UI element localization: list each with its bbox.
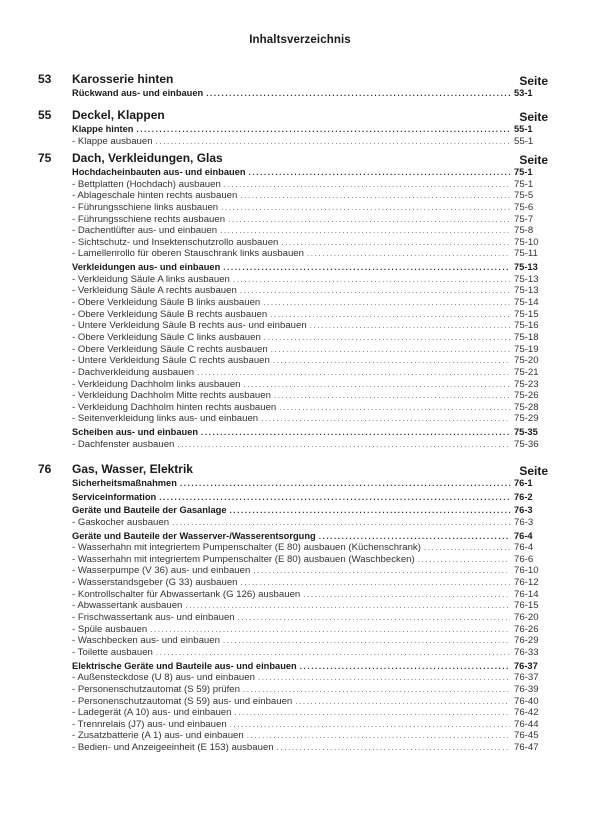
entry-label: - Ablageschale hinten rechts ausbauen: [72, 190, 238, 202]
toc-item-entry[interactable]: [72, 190, 548, 202]
toc-item-entry[interactable]: [72, 179, 548, 191]
dot-leader: [310, 320, 510, 332]
toc-item-entry[interactable]: [72, 274, 548, 286]
toc-heading-entry[interactable]: [72, 88, 548, 100]
entry-label: Geräte und Bauteile der Gasanlage: [72, 505, 227, 516]
toc-section-53: [0, 72, 600, 100]
dot-leader: [274, 390, 510, 402]
entry-page-number: 75-1: [514, 178, 534, 190]
toc-item-entry[interactable]: [72, 332, 548, 344]
entry-page-number: 76-20: [514, 612, 539, 624]
entry-page-number: 76-45: [514, 730, 539, 742]
toc-item-entry[interactable]: [72, 600, 548, 612]
toc-heading-entry[interactable]: [72, 167, 548, 179]
dot-leader: [229, 505, 510, 517]
dot-leader: [150, 624, 510, 636]
toc-heading-entry[interactable]: [72, 492, 548, 504]
dot-leader: [258, 672, 510, 684]
dot-leader: [307, 248, 510, 260]
entry-label: - Bettplatten (Hochdach) ausbauen: [72, 178, 221, 190]
entry-label: - Waschbecken aus- und einbauen: [72, 635, 220, 647]
dot-leader: [201, 427, 510, 439]
entry-label: Sicherheitsmaßnahmen: [72, 478, 177, 488]
toc-heading-entry[interactable]: [72, 661, 548, 673]
entry-page-number: 76-14: [514, 588, 539, 600]
entry-page-number: 76-12: [514, 577, 539, 589]
dot-leader: [156, 136, 510, 148]
toc-section-76: [0, 462, 600, 754]
entry-page-number: 75-19: [514, 343, 539, 355]
dot-leader: [220, 225, 510, 237]
entry-label: - Kontrollschalter für Abwassertank (G 126) ausbauen: [72, 588, 301, 600]
entry-label: - Wasserpumpe (V 36) aus- und einbauen: [72, 565, 251, 577]
dot-leader: [223, 635, 510, 647]
dot-leader: [244, 379, 510, 391]
toc-item-entry[interactable]: [72, 237, 548, 249]
dot-leader: [271, 344, 510, 356]
entry-page-number: 75-18: [514, 331, 539, 343]
entry-label: Serviceinformation: [72, 491, 157, 502]
entry-label: - Frischwassertank aus- und einbauen: [72, 612, 235, 624]
toc-item-entry[interactable]: [72, 297, 548, 309]
entry-label: - Personenschutzautomat (S 59) aus- und einbauen: [72, 695, 293, 707]
entry-label: - Verkleidung Säule A rechts ausbauen: [72, 285, 237, 297]
page-column-label: Seite: [519, 464, 548, 478]
entry-label: - Seitenverkleidung links aus- und einbauen: [72, 413, 259, 425]
entry-page-number: 76-39: [514, 683, 539, 695]
dot-leader: [238, 612, 510, 624]
entry-page-number: 75-1: [514, 167, 533, 177]
entry-label: Verkleidungen aus- und einbauen: [72, 262, 221, 273]
section-title: Deckel, Klappen: [72, 108, 165, 122]
section-header: [0, 72, 600, 88]
entry-page-number: 76-1: [514, 478, 533, 488]
entry-label: - Zusatzbatterie (A 1) aus- und einbauen: [72, 730, 244, 742]
toc-item-entry[interactable]: [72, 367, 548, 379]
toc-section-55: [0, 108, 600, 147]
entry-label: - Obere Verkleidung Säule C rechts ausbauen: [72, 343, 268, 355]
section-title: Gas, Wasser, Elektrik: [72, 462, 193, 476]
entry-page-number: 75-13: [514, 273, 539, 285]
page-title: Inhaltsverzeichnis: [249, 34, 351, 46]
entry-label: Elektrische Geräte und Bauteile aus- und einbauen: [72, 660, 297, 671]
entry-label: Klappe hinten: [72, 124, 134, 134]
entry-page-number: 55-1: [514, 124, 533, 134]
entry-label: - Verkleidung Dachholm links ausbauen: [72, 378, 241, 390]
entry-page-number: 76-2: [514, 491, 533, 502]
toc-heading-entry[interactable]: [72, 262, 548, 274]
toc-heading-entry[interactable]: [72, 478, 548, 490]
toc-item-entry[interactable]: [72, 565, 548, 577]
dot-leader: [264, 332, 510, 344]
entry-page-number: 75-35: [514, 427, 538, 438]
entry-page-number: 75-16: [514, 320, 539, 332]
entry-page-number: 76-3: [514, 516, 534, 528]
entry-page-number: 75-29: [514, 413, 539, 425]
entry-label: - Außensteckdose (U 8) aus- und einbauen: [72, 672, 255, 684]
dot-leader: [279, 402, 510, 414]
toc-item-entry[interactable]: [72, 635, 548, 647]
entry-label: - Verkleidung Dachholm hinten rechts ausbauen: [72, 401, 277, 413]
entry-label: - Untere Verkleidung Säule B rechts aus- und einbauen: [72, 320, 307, 332]
dot-leader: [418, 554, 510, 566]
entry-page-number: 75-13: [514, 262, 538, 273]
toc-item-entry[interactable]: [72, 730, 548, 742]
entry-label: - Ladegerät (A 10) aus- und einbauen: [72, 707, 232, 719]
dot-leader: [319, 531, 510, 543]
dot-leader: [295, 696, 510, 708]
entry-label: - Wasserhahn mit integriertem Pumpenschalter (E 80) ausbauen (Waschbecken): [72, 553, 415, 565]
entry-page-number: 75-6: [514, 201, 534, 213]
dot-leader: [233, 274, 510, 286]
toc-item-entry[interactable]: [72, 612, 548, 624]
dot-leader: [223, 262, 510, 274]
toc-item-entry[interactable]: [72, 390, 548, 402]
toc-item-entry[interactable]: [72, 696, 548, 708]
toc-heading-entry[interactable]: [72, 427, 548, 439]
dot-leader: [247, 730, 510, 742]
entry-page-number: 75-20: [514, 355, 539, 367]
entry-label: - Obere Verkleidung Säule B links ausbauen: [72, 297, 261, 309]
toc-item-entry[interactable]: [72, 309, 548, 321]
entry-page-number: 76-26: [514, 623, 539, 635]
section-header: [0, 151, 600, 167]
entry-label: - Wasserstandsgeber (G 33) ausbauen: [72, 577, 238, 589]
dot-leader: [253, 565, 510, 577]
dot-leader: [303, 589, 510, 601]
page-column-label: Seite: [519, 153, 548, 167]
entry-page-number: 76-4: [514, 530, 533, 541]
dot-leader: [206, 88, 510, 100]
toc-item-entry[interactable]: [72, 439, 548, 451]
dot-leader: [172, 517, 510, 529]
section-number: 55: [38, 108, 52, 122]
entry-label: - Dachverkleidung ausbauen: [72, 366, 195, 378]
entry-page-number: 75-10: [514, 236, 539, 248]
entry-page-number: 75-7: [514, 213, 534, 225]
entry-page-number: 75-14: [514, 297, 539, 309]
entry-label: - Verkleidung Säule A links ausbauen: [72, 273, 230, 285]
toc-item-entry[interactable]: [72, 413, 548, 425]
section-number: 53: [38, 72, 52, 86]
toc-item-entry[interactable]: [72, 647, 548, 659]
entry-page-number: 76-47: [514, 742, 539, 754]
entry-label: - Verkleidung Dachholm Mitte rechts ausbauen: [72, 390, 271, 402]
entry-label: - Führungsschiene links ausbauen: [72, 201, 219, 213]
toc-heading-entry[interactable]: [72, 505, 548, 517]
dot-leader: [263, 297, 510, 309]
entry-page-number: 76-40: [514, 695, 539, 707]
dot-leader: [228, 214, 510, 226]
dot-leader: [177, 439, 510, 451]
dot-leader: [234, 707, 510, 719]
entry-page-number: 76-3: [514, 505, 533, 516]
toc-item-entry[interactable]: [72, 672, 548, 684]
toc-item-entry[interactable]: [72, 248, 548, 260]
section-number: 76: [38, 462, 52, 476]
entry-page-number: 76-44: [514, 718, 539, 730]
dot-leader: [197, 367, 510, 379]
entry-label: - Personenschutzautomat (S 59) prüfen: [72, 683, 240, 695]
dot-leader: [243, 684, 510, 696]
section-title: Dach, Verkleidungen, Glas: [72, 151, 223, 165]
entry-label: - Führungsschiene rechts ausbauen: [72, 213, 226, 225]
entry-label: - Klappe ausbauen: [72, 135, 153, 147]
dot-leader: [159, 492, 510, 504]
entry-page-number: 76-42: [514, 707, 539, 719]
dot-leader: [270, 309, 510, 321]
entry-label: Rückwand aus- und einbauen: [72, 88, 204, 98]
entry-label: - Bedien- und Anzeigeeinheit (E 153) ausbauen: [72, 742, 274, 754]
toc-item-entry[interactable]: [72, 577, 548, 589]
section-header: [0, 108, 600, 124]
entry-page-number: 75-11: [514, 248, 538, 260]
entry-page-number: 76-29: [514, 635, 539, 647]
toc-item-entry[interactable]: [72, 517, 548, 529]
toc-item-entry[interactable]: [72, 355, 548, 367]
entry-page-number: 76-37: [514, 672, 539, 684]
toc-item-entry[interactable]: [72, 589, 548, 601]
dot-leader: [156, 647, 510, 659]
dot-leader: [241, 577, 511, 589]
entry-page-number: 76-10: [514, 565, 539, 577]
entry-label: - Untere Verkleidung Säule C rechts ausbauen: [72, 355, 270, 367]
entry-page-number: 75-26: [514, 390, 539, 402]
dot-leader: [136, 124, 510, 136]
page-column-label: Seite: [519, 74, 548, 88]
entry-page-number: 75-28: [514, 401, 539, 413]
toc-item-entry[interactable]: [72, 542, 548, 554]
dot-leader: [277, 742, 510, 754]
dot-leader: [273, 355, 510, 367]
toc-item-entry[interactable]: [72, 379, 548, 391]
entry-page-number: 76-37: [514, 660, 538, 671]
toc-item-entry[interactable]: [72, 402, 548, 414]
entry-page-number: 76-4: [514, 542, 534, 554]
toc-item-entry[interactable]: [72, 285, 548, 297]
entry-page-number: 75-23: [514, 378, 539, 390]
toc-item-entry[interactable]: [72, 742, 548, 754]
section-number: 75: [38, 151, 52, 165]
section-title: Karosserie hinten: [72, 72, 174, 86]
entry-page-number: 76-33: [514, 646, 539, 658]
toc-item-entry[interactable]: [72, 136, 548, 148]
entry-page-number: 75-36: [514, 438, 539, 450]
dot-leader: [230, 719, 510, 731]
dot-leader: [224, 179, 510, 191]
toc-heading-entry[interactable]: [72, 124, 548, 136]
dot-leader: [180, 478, 510, 490]
dot-leader: [249, 167, 510, 179]
toc-item-entry[interactable]: [72, 202, 548, 214]
entry-page-number: 75-8: [514, 225, 534, 237]
entry-page-number: 75-13: [514, 285, 539, 297]
entry-page-number: 55-1: [514, 135, 534, 147]
dot-leader: [240, 285, 510, 297]
entry-page-number: 76-15: [514, 600, 539, 612]
page-column-label: Seite: [519, 110, 548, 124]
entry-page-number: 75-5: [514, 190, 534, 202]
entry-label: - Gaskocher ausbauen: [72, 516, 170, 528]
entry-label: - Dachentlüfter aus- und einbauen: [72, 225, 218, 237]
entry-label: Hochdacheinbauten aus- und einbauen: [72, 167, 246, 177]
toc-item-entry[interactable]: [72, 214, 548, 226]
dot-leader: [424, 542, 510, 554]
dot-leader: [261, 413, 510, 425]
toc-item-entry[interactable]: [72, 719, 548, 731]
entry-label: - Toilette ausbauen: [72, 646, 153, 658]
entry-label: - Spüle ausbauen: [72, 623, 148, 635]
dot-leader: [300, 661, 510, 673]
toc-item-entry[interactable]: [72, 320, 548, 332]
dot-leader: [221, 202, 510, 214]
dot-leader: [281, 237, 510, 249]
toc-item-entry[interactable]: [72, 707, 548, 719]
entry-page-number: 75-15: [514, 308, 539, 320]
entry-label: - Obere Verkleidung Säule B rechts ausbauen: [72, 308, 268, 320]
dot-leader: [185, 600, 510, 612]
entry-page-number: 53-1: [514, 88, 533, 98]
toc-item-entry[interactable]: [72, 624, 548, 636]
toc-heading-entry[interactable]: [72, 531, 548, 543]
entry-page-number: 76-6: [514, 553, 534, 565]
entry-page-number: 75-21: [514, 366, 539, 378]
toc-section-75: [0, 151, 600, 450]
toc-item-entry[interactable]: [72, 344, 548, 356]
entry-label: - Wasserhahn mit integriertem Pumpenschalter (E 80) ausbauen (Küchenschrank): [72, 542, 421, 554]
entry-label: - Trennrelais (J7) aus- und einbauen: [72, 718, 227, 730]
entry-label: - Obere Verkleidung Säule C links ausbauen: [72, 331, 261, 343]
entry-label: Geräte und Bauteile der Wasserver-/Wasserentsorgung: [72, 530, 316, 541]
entry-label: - Dachfenster ausbauen: [72, 438, 175, 450]
toc-item-entry[interactable]: [72, 684, 548, 696]
section-header: [0, 462, 600, 478]
entry-label: Scheiben aus- und einbauen: [72, 427, 199, 438]
entry-label: - Abwassertank ausbauen: [72, 600, 183, 612]
entry-label: - Sichtschutz- und Insektenschutzrollo ausbauen: [72, 236, 279, 248]
toc-item-entry[interactable]: [72, 554, 548, 566]
toc-item-entry[interactable]: [72, 225, 548, 237]
dot-leader: [240, 190, 510, 202]
entry-label: - Lamellenrollo für oberen Stauschrank links ausbauen: [72, 248, 304, 260]
